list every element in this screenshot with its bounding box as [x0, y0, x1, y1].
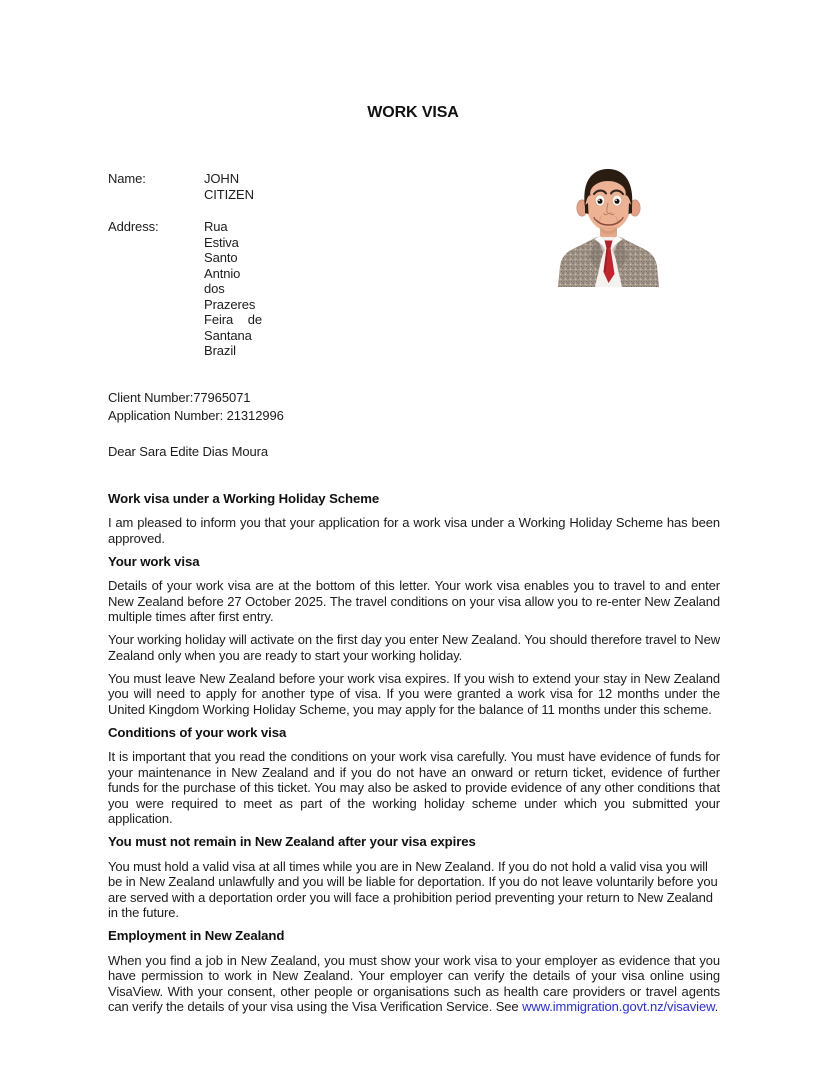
recipient-info — [108, 171, 826, 359]
applicant-photo — [557, 167, 660, 287]
section-heading-working-holiday-scheme: Work visa under a Working Holiday Scheme — [108, 490, 380, 506]
name-value: JOHN CITIZEN — [204, 171, 254, 202]
paragraph-activation: Your working holiday will activate on the first day you enter New Zealand. You should therefore travel to New Zealand only when you are ready to start your working holiday. — [108, 632, 720, 663]
address-value: Rua Estiva Santo Antnio dos Prazeres Feira de Santana Brazil — [204, 219, 262, 358]
name-row — [108, 171, 826, 202]
paragraph-conditions: It is important that you read the conditions on your work visa carefully. You must have evidence of funds for your maintenance in New Zealand and if you do not have an onward or return ticket, evidence of further funds for the purchase of this ticket. You may also be asked to provide evidence of any other conditions that you were required to meet as part of the working holiday scheme under which you submitted your application. — [108, 749, 720, 826]
section-heading-must-not-remain: You must not remain in New Zealand after your visa expires — [108, 834, 476, 849]
section-heading-your-work-visa: Your work visa — [108, 553, 200, 569]
section-heading-conditions: Conditions of your work visa — [108, 724, 287, 740]
paragraph-valid-visa: You must hold a valid visa at all times while you are in New Zealand. If you do not hold a valid visa you will be in New Zealand unlawfully and you will be liable for deportation. If you do not leave voluntarily before you are served with a deportation order you will face a prohibition period preventing your return to New Zealand in the future. — [108, 858, 718, 920]
paragraph-employment-suffix: . — [714, 999, 719, 1014]
greeting-line: Dear Sara Edite Dias Moura — [108, 444, 268, 459]
paragraph-employment-text: When you find a job in New Zealand, you must show your work visa to your employer as evidence that you have permission to work in New Zealand. Your employer can verify the details of your visa online using VisaView. With your consent, other people or organisations such as health care providers or travel agents can verify the details of your visa using the Visa Verification Service. See — [108, 952, 720, 1014]
applicant-photo-image — [557, 167, 660, 287]
name-label: Name: — [108, 171, 146, 186]
section-heading-employment: Employment in New Zealand — [108, 928, 285, 943]
letter-body — [108, 491, 720, 1015]
paragraph-employment — [108, 953, 720, 1015]
document-title: WORK VISA — [367, 104, 459, 121]
client-number-line: Client Number:77965071 — [108, 389, 251, 405]
reference-numbers — [108, 390, 826, 424]
address-row — [108, 219, 826, 359]
visaview-link[interactable]: www.immigration.govt.nz/visaview — [522, 999, 715, 1014]
paragraph-expiry-extend: You must leave New Zealand before your work visa expires. If you wish to extend your stay in New Zealand you will need to apply for another type of visa. If you were granted a work visa for 12 months under the United Kingdom Working Holiday Scheme, you may apply for the balance of 11 months under this scheme. — [108, 670, 720, 717]
paragraph-visa-details: Details of your work visa are at the bottom of this letter. Your work visa enables you to travel to and enter New Zealand before 27 October 2025. The travel conditions on your visa allow you to re-enter New Zealand multiple times after first entry. — [108, 578, 720, 624]
address-label: Address: — [108, 219, 159, 234]
application-number-line: Application Number: 21312996 — [108, 407, 284, 423]
paragraph-approval: I am pleased to inform you that your application for a work visa under a Working Holiday Scheme has been approved. — [108, 515, 720, 546]
